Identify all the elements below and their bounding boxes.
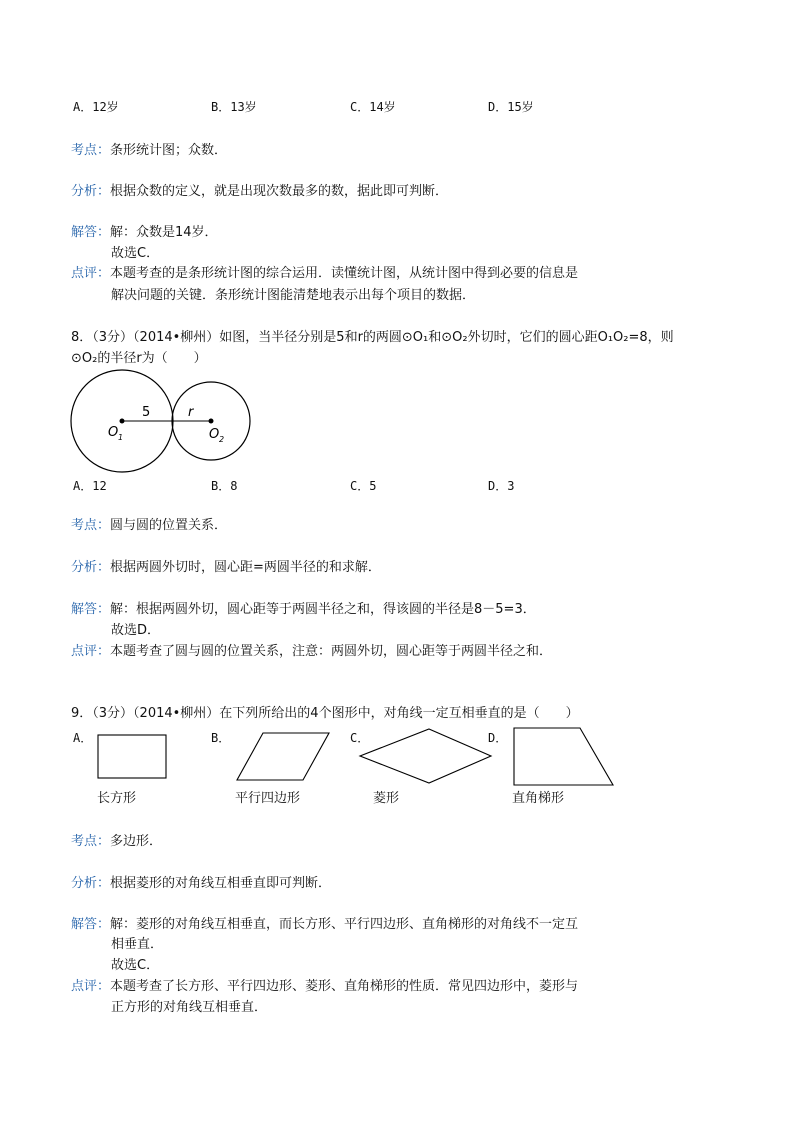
caption-rhombus: 菱形 (373, 791, 400, 806)
caption-parallelogram: 平行四边形 (235, 791, 301, 806)
jieda-label: 解答： (71, 225, 111, 240)
radius-label-5: 5 (142, 405, 151, 420)
q9-option-b-letter: B． (211, 731, 231, 745)
parallelogram-shape (237, 733, 329, 780)
fenxi-text: 根据众数的定义，就是出现次数最多的数，据此即可判断． (110, 184, 449, 199)
fenxi-label: 分析： (71, 876, 111, 891)
kaodian-text: 条形统计图；众数． (110, 143, 228, 158)
caption-rectangle: 长方形 (97, 791, 137, 806)
label-o2-sub: 2 (219, 435, 225, 444)
q8-option-a: A．12 (73, 479, 107, 493)
label-o1: O (108, 425, 119, 440)
kaodian-label: 考点： (71, 518, 111, 533)
label-o1-sub: 1 (118, 433, 124, 442)
q7-option-d: D．15岁 (488, 100, 534, 114)
q7-option-b: B．13岁 (211, 100, 257, 114)
q8-option-d: D．3 (488, 479, 515, 493)
jieda-line: 故选D． (111, 623, 161, 638)
dianping-line: 本题考查的是条形统计图的综合运用．读懂统计图，从统计图中得到必要的信息是 (110, 266, 579, 281)
q7-option-a: A．12岁 (73, 100, 119, 114)
q8-option-c: C．5 (350, 479, 377, 493)
q7-option-c: C．14岁 (350, 100, 396, 114)
q8-stem-line2: ⊙O₂的半径r为（ ） (71, 351, 207, 366)
kaodian-text: 多边形． (110, 834, 163, 849)
dianping-label: 点评： (71, 644, 111, 659)
q9-option-c-letter: C． (350, 731, 370, 745)
jieda-line: 解：菱形的对角线互相垂直，而长方形、平行四边形、直角梯形的对角线不一定互 (110, 917, 579, 932)
fenxi-text: 根据菱形的对角线互相垂直即可判断． (110, 876, 332, 891)
q9-jieda (71, 917, 578, 933)
dianping-text: 本题考查了圆与圆的位置关系，注意：两圆外切，圆心距等于两圆半径之和． (110, 644, 553, 659)
q9-option-d-letter: D． (488, 731, 508, 745)
right-trapezoid-shape (514, 728, 613, 785)
kaodian-label: 考点： (71, 834, 111, 849)
dianping-line: 正方形的对角线互相垂直． (111, 1000, 268, 1015)
dianping-line: 解决问题的关键．条形统计图能清楚地表示出每个项目的数据． (111, 288, 476, 303)
q9-dianping (71, 979, 578, 995)
dianping-line: 本题考查了长方形、平行四边形、菱形、直角梯形的性质．常见四边形中，菱形与 (110, 979, 579, 994)
q8-stem-line1: 8．（3分）（2014•柳州）如图，当半径分别是5和r的两圆⊙O₁和⊙O₂外切时，它们的圆心距O₁O₂=8，则 (71, 330, 674, 345)
jieda-label: 解答： (71, 917, 111, 932)
kaodian-text: 圆与圆的位置关系． (110, 518, 228, 533)
kaodian-label: 考点： (71, 143, 111, 158)
rectangle-shape (98, 735, 166, 778)
jieda-label: 解答： (71, 602, 111, 617)
caption-right-trapezoid: 直角梯形 (512, 791, 565, 806)
radius-label-r: r (188, 405, 194, 420)
fenxi-label: 分析： (71, 560, 111, 575)
q9-option-a-letter: A． (73, 731, 93, 745)
fenxi-text: 根据两圆外切时，圆心距=两圆半径的和求解． (110, 560, 381, 575)
q8-option-b: B．8 (211, 479, 238, 493)
q9-stem: 9．（3分）（2014•柳州）在下列所给出的4个图形中，对角线一定互相垂直的是（ ） (71, 706, 579, 721)
jieda-line: 解：众数是14岁． (110, 225, 218, 240)
label-o2: O (209, 427, 220, 442)
fenxi-label: 分析： (71, 184, 111, 199)
jieda-line: 故选C． (111, 958, 160, 973)
jieda-line: 相垂直． (111, 937, 164, 952)
q9-kaodian (71, 834, 162, 850)
rhombus-shape (360, 729, 491, 783)
dianping-label: 点评： (71, 979, 111, 994)
q9-fenxi (71, 876, 331, 892)
jieda-line: 故选C． (111, 246, 160, 261)
dianping-label: 点评： (71, 266, 111, 281)
jieda-line: 解：根据两圆外切，圆心距等于两圆半径之和，得该圆的半径是8－5=3． (110, 602, 536, 617)
